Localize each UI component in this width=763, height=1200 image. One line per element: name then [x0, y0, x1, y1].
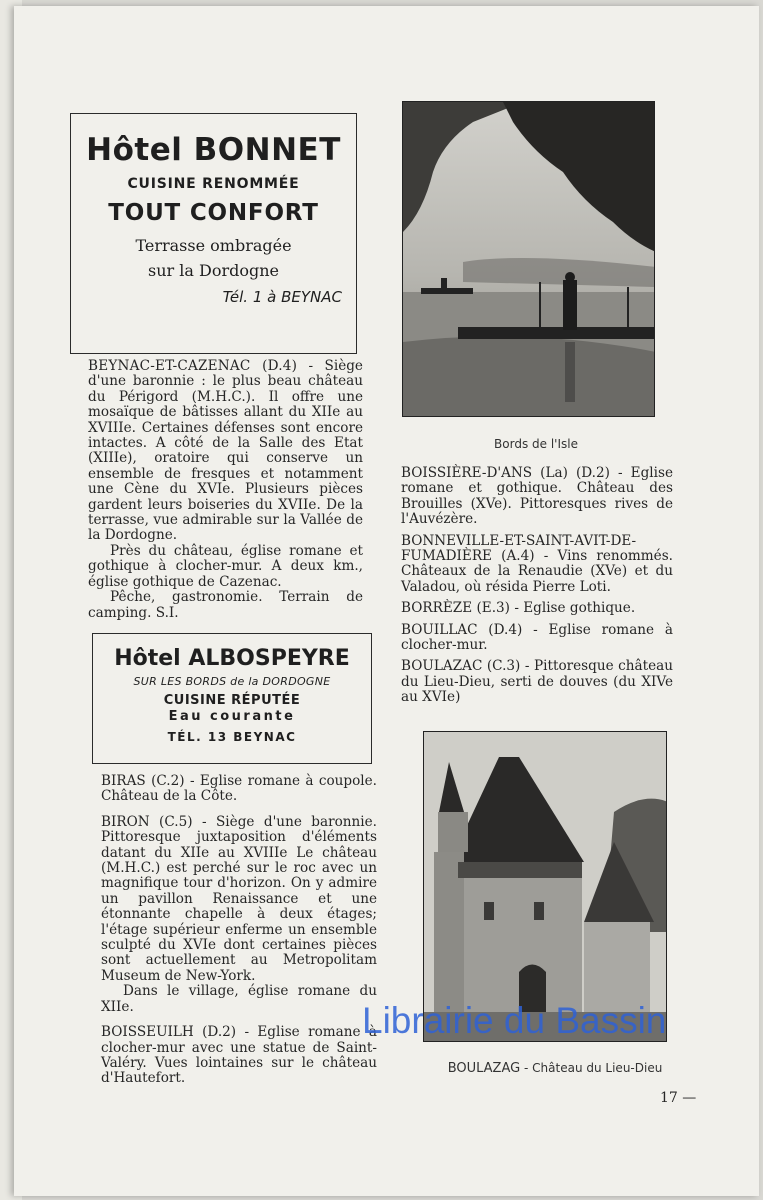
ad-hotel-bonnet — [70, 113, 357, 354]
photo-caption: Bords de l'Isle — [494, 437, 578, 451]
ad-title: Hôtel ALBOSPEYRE — [114, 646, 350, 671]
photo-bords-de-l-isle — [402, 101, 655, 417]
entry-boisseuilh — [101, 1025, 377, 1087]
ad-line: Eau courante — [168, 709, 296, 724]
entry-text — [88, 359, 363, 544]
river-scene-image — [403, 102, 655, 417]
entry-name: BORRÈZE (E.3) — [401, 600, 510, 617]
entry-bouillac — [401, 623, 673, 654]
entry-text: Pêche, gastronomie. Terrain de camping. S.I. — [88, 589, 363, 621]
entry-body: - Eglise romane et gothique. Château des Brouilles (XVe). Pittoresques rives de l'Auvézère. — [401, 465, 673, 528]
entry-name: BONNEVILLE-ET-SAINT-AVIT-DE-FUMADIÈRE (A.4) — [401, 532, 637, 565]
watermark: Librairie du Bassin — [362, 1000, 667, 1041]
entry-name: BEYNAC-ET-CAZENAC (D.4) — [88, 358, 298, 374]
entry-body: - Siège d'une baronnie. Pittoresque juxtaposition d'éléments datant du XIIe au XVIIIe Le château (M.H.C.) est perché sur le roc avec un magnifique tour d'horizon. On y admire un pavillon Renaissance et une étonnante chapelle à deux étages; l'étage supérieur enferme un ensemble sculpté du XVIe dont certaines pièces sont actuellement au Metropolitam Museum de New-York. — [101, 813, 377, 984]
entries-right — [401, 466, 673, 706]
ad-title: Hôtel BONNET — [86, 132, 341, 168]
ad-line: SUR LES BORDS de la DORDOGNE — [133, 675, 331, 688]
ad-line: CUISINE RÉPUTÉE — [163, 693, 301, 708]
entry-body: - Vins renommés. Châteaux de la Renaudie (XVe) et du Valadou, où résida Pierre Loti. — [401, 548, 673, 595]
ad-line: TOUT CONFORT — [108, 200, 319, 226]
entry-name: BIRON (C.5) — [101, 813, 193, 830]
entry-body: - Siège d'une baronnie : le plus beau château du Périgord (M.H.C.). Il offre une mosaïque de bâtisses allant du XIIe au XVIIIe. Certaines défenses sont encore intactes. A côté de la Salle des Etat (XIIIe), oratoire qui conserve un ensemble de fresques et notamment une Cène du XVIe. Plusieurs pièces gardent leurs boiseries du XVIIe. De la terrasse, vue admirable sur la Vallée de la Dordogne. — [88, 358, 363, 544]
entry-name: BIRAS (C.2) — [101, 773, 185, 789]
ad-phone: TÉL. 13 BEYNAC — [167, 730, 297, 744]
ad-hotel-albospeyre — [92, 633, 372, 764]
entry-boissiere — [401, 466, 673, 528]
caption-text: - Château du Lieu-Dieu — [524, 1061, 663, 1075]
caption-place: BOULAZAG — [447, 1061, 521, 1076]
entry-body: - Eglise romane à coupole. Château de la Côte. — [101, 773, 378, 805]
page-number: 17 — — [660, 1090, 697, 1106]
entry-beynac — [88, 359, 363, 621]
entry-text: Dans le village, église romane du XIIe. — [101, 983, 377, 1015]
entry-body: - Eglise romane à clocher-mur avec une statue de Saint-Valéry. Vues lointaines sur le château d'Hautefort. — [101, 1024, 377, 1087]
ad-line: CUISINE RENOMMÉE — [127, 176, 300, 192]
entry-text: Près du château, église romane et gothique à clocher-mur. A deux km., église gothique de Cazenac. — [88, 542, 363, 590]
photo-chateau-lieu-dieu — [423, 731, 667, 1042]
entry-body: - Eglise romane à clocher-mur. — [401, 621, 674, 654]
entry-borreze — [401, 601, 673, 616]
ad-line: Terrasse ombragée — [135, 236, 292, 255]
entry-body: - Pittoresque château du Lieu-Dieu, serti de douves (du XIVe au XVIe) — [401, 658, 674, 706]
photo-caption — [430, 1061, 680, 1076]
entry-name: BOISSIÈRE-D'ANS (La) (D.2) — [401, 465, 610, 481]
entries-left-bottom — [101, 774, 377, 1087]
entry-name: BOISSEUILH (D.2) — [101, 1024, 237, 1041]
entry-body: - Eglise gothique. — [514, 600, 636, 617]
entry-boulazac — [401, 659, 673, 705]
entry-biron — [101, 815, 377, 984]
entry-biras — [101, 774, 377, 805]
ad-phone: Tél. 1 à BEYNAC — [222, 288, 342, 306]
entry-name: BOULAZAC (C.3) — [401, 658, 521, 675]
entry-bonneville — [401, 534, 673, 596]
entry-name: BOUILLAC (D.4) — [401, 621, 523, 638]
ad-line: sur la Dordogne — [148, 261, 279, 280]
chateau-image — [424, 732, 667, 1042]
